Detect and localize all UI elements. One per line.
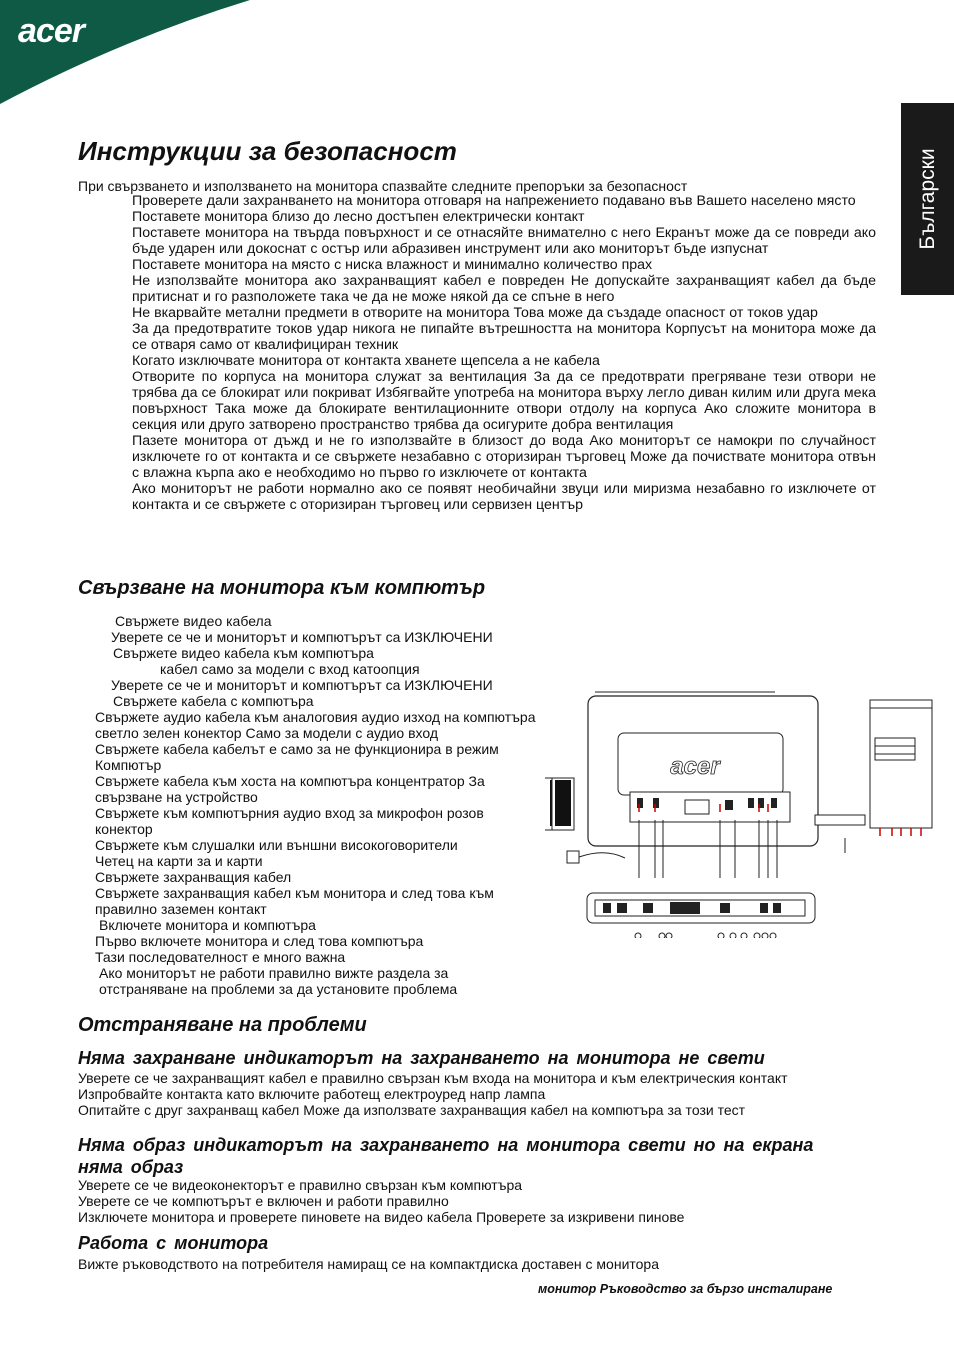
connect-step: кабел само за модели с вход катоопция	[160, 661, 420, 677]
safety-item: Проверете дали захранването на монитора отговаря на напрежението подавано във Вашето населено място	[132, 193, 856, 209]
connect-step: Свържете към слушалки или външни високоговорители	[95, 837, 458, 853]
no-power-heading: Няма захранване индикаторът на захранването на монитора не свети	[78, 1048, 765, 1068]
connect-step: Ако мониторът не работи правилно вижте раздела за отстраняване на проблеми за да установите проблема	[99, 965, 458, 997]
connect-steps	[0, 613, 536, 997]
safety-item: Ако мониторът не работи нормално ако се появят необичайни звуци или миризма незабавно го изключете от контакта и се свържете с оторизиран търговец или сервизен център	[132, 481, 876, 513]
safety-item: Не използвайте монитора ако захранващият кабел е повреден Не допускайте захранващият кабел да бъде притиснат и го разположете така че да не може някой да се спъне в него	[132, 273, 876, 305]
no-image-line: Уверете се че компютърът е включен и работи правилно	[78, 1193, 449, 1209]
no-power-line: Уверете се че захранващият кабел е правилно свързан към входа на монитора и към електрическия контакт	[78, 1070, 788, 1086]
no-power-line: Опитайте с друг захранващ кабел Може да използвате захранващия кабел на компютъра за този тест	[78, 1102, 746, 1118]
no-image-line: Изключете монитора и проверете пиновете на видео кабела Проверете за изкривени пинове	[78, 1209, 685, 1225]
connect-step: Четец на карти за и карти	[95, 853, 263, 869]
safety-item: Поставете монитора на място с ниска влажност и минимално количество прах	[132, 257, 653, 273]
safety-title: Инструкции за безопасност	[78, 136, 457, 166]
connection-diagram	[545, 688, 945, 938]
no-image-text	[78, 1177, 868, 1225]
connect-step: Свържете захранващия кабел към монитора и след това към правилно заземен контакт	[95, 885, 494, 917]
acer-logo: acer	[18, 12, 84, 50]
connect-step: Свържете видео кабела	[115, 613, 272, 629]
language-tab	[901, 103, 954, 295]
no-power-text	[78, 1070, 868, 1118]
connect-title: Свързване на монитора към компютър	[78, 577, 486, 599]
safety-list	[132, 193, 876, 513]
safety-intro: При свързването и използването на монитора спазвайте следните препоръки за безопасност	[78, 178, 688, 194]
usage-line: Вижте ръководството на потребителя намиращ се на компактдиска доставен с монитора	[78, 1256, 659, 1272]
troubleshoot-title: Отстраняване на проблеми	[78, 1014, 367, 1036]
connect-step: Включете монитора и компютъра	[99, 917, 316, 933]
no-image-heading: Няма образ индикаторът на захранването на монитора свети но на екрана няма образ	[78, 1135, 814, 1177]
safety-item: Пазете монитора от дъжд и не го използвайте в близост до вода Ако мониторът се намокри по случайност изключете го от контакта и се свържете незабавно с оторизиран търговец Може да почиствате монитора отвън с влажна кърпа ако е необходимо но първо го изключете от контакта	[132, 433, 876, 481]
safety-item: Отворите по корпуса на монитора служат за вентилация За да се предотврати прегряване тези отвори не трябва да се блокират или покриват Избягвайте употреба на монитора върху легло диван килим или друга мека повърхност Така може да блокирате вентилационните отвори отдолу на корпуса Ако сложите монитора в секция или друго затворено пространство трябва да осигурите добра вентилация	[132, 369, 876, 433]
safety-item: За да предотвратите токов удар никога не пипайте вътрешността на монитора Корпусът на монитора може да се отваря само от квалифициран техник	[132, 321, 876, 353]
connect-step: Тази последователност е много важна	[95, 949, 346, 965]
usage-heading: Работа с монитора	[78, 1233, 269, 1253]
footer: монитор Ръководство за бързо инсталиране	[538, 1282, 833, 1296]
safety-item: Поставете монитора на твърда повърхност и се отнасяйте внимателно с него Екранът може да се повреди ако бъде ударен или докоснат с остър или абразивен инструмент или ако мониторът бъде изпуснат	[132, 225, 876, 257]
connect-step: Първо включете монитора и след това компютъра	[95, 933, 424, 949]
language-tab-label: Български	[915, 148, 939, 250]
safety-item: Поставете монитора близо до лесно достъпен електрически контакт	[132, 209, 585, 225]
connect-step: Уверете се че и мониторът и компютърът са ИЗКЛЮЧЕНИ	[111, 629, 493, 645]
connect-step: Уверете се че и мониторът и компютърът са ИЗКЛЮЧЕНИ	[111, 677, 493, 693]
connect-step: Свържете кабела с компютъра	[113, 693, 314, 709]
connect-step: Свържете кабела кабелът е само за не функционира в режим Компютър	[95, 741, 499, 773]
usage-text	[78, 1256, 868, 1272]
diagram-acer-logo: acer	[670, 753, 720, 780]
safety-item: Не вкарвайте метални предмети в отворите на монитора Това може да създаде опасност от токов удар	[132, 305, 818, 321]
connect-step: Свържете кабела към хоста на компютъра концентратор За свързване на устройство	[95, 773, 485, 805]
connect-step: Свържете видео кабела към компютъра	[113, 645, 374, 661]
connect-step: Свържете към компютърния аудио вход за микрофон розов конектор	[95, 805, 484, 837]
no-power-line: Изпробвайте контакта като включите работещ електроуред напр лампа	[78, 1086, 546, 1102]
connect-step: Свържете аудио кабела към аналоговия аудио изход на компютъра светло зелен конектор Само за модели с аудио вход	[95, 709, 536, 741]
connect-step: Свържете захранващия кабел	[95, 869, 292, 885]
safety-item: Когато изключвате монитора от контакта хванете щепсела а не кабела	[132, 353, 600, 369]
no-image-line: Уверете се че видеоконекторът е правилно свързан към компютъра	[78, 1177, 523, 1193]
